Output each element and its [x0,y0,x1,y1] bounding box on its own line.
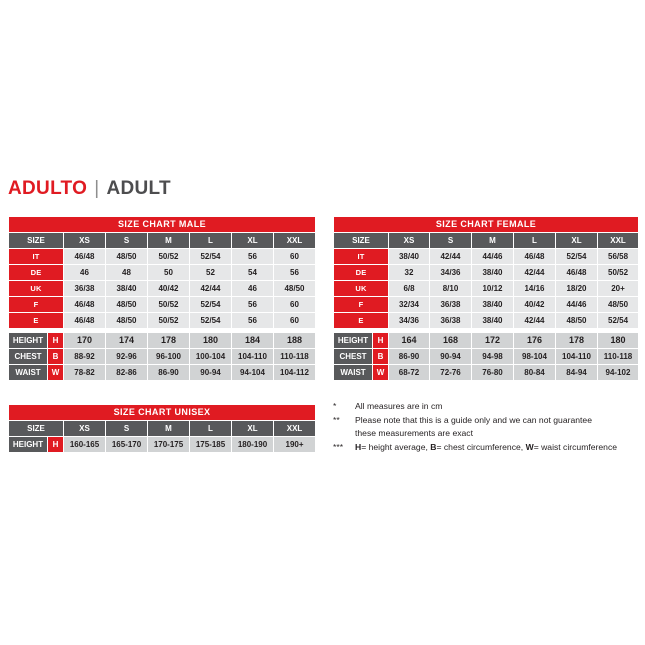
table-cell: 94-98 [472,349,514,365]
size-chart-unisex-block [8,404,316,453]
male-measure-code-w: W [48,365,64,381]
table-cell: 175-185 [190,437,232,453]
male-size-s: S [106,233,148,249]
table-row [334,349,639,365]
table-row [334,249,639,265]
table-row [9,249,316,265]
table-cell: 34/36 [389,313,430,329]
table-cell: 6/8 [389,281,430,297]
male-measure-label-waist: WAIST [9,365,48,381]
table-cell: 104-110 [232,349,274,365]
table-cell: 68-72 [389,365,430,381]
table-sizes-row [334,233,639,249]
size-chart-unisex-table [8,404,316,453]
table-cell: 56 [232,249,274,265]
table-cell: 188 [274,333,316,349]
table-cell: 160-165 [64,437,106,453]
table-cell: 170 [64,333,106,349]
table-row [9,333,316,349]
male-size-label: SIZE [9,233,64,249]
table-cell: 104-112 [274,365,316,381]
female-size-xs: XS [389,233,430,249]
male-row-label-de: DE [9,265,64,281]
table-cell: 42/44 [430,249,472,265]
female-chart-header: SIZE CHART FEMALE [334,217,639,233]
table-cell: 46/48 [514,249,556,265]
table-cell: 40/42 [148,281,190,297]
female-size-xxl: XXL [598,233,639,249]
table-cell: 44/46 [556,297,598,313]
note-mark: ** [333,414,340,425]
table-cell: 82-86 [106,365,148,381]
table-cell: 60 [274,297,316,313]
table-row [9,365,316,381]
size-chart-male-table [8,216,316,329]
female-size-s: S [430,233,472,249]
table-cell: 50 [148,265,190,281]
male-measure-code-b: B [48,349,64,365]
unisex-size-xxl: XXL [274,421,316,437]
table-cell: 46/48 [64,313,106,329]
female-row-label-e: E [334,313,389,329]
table-cell: 36/38 [430,313,472,329]
table-cell: 60 [274,313,316,329]
table-cell: 178 [556,333,598,349]
table-cell: 52/54 [556,249,598,265]
table-cell: 86-90 [148,365,190,381]
unisex-size-m: M [148,421,190,437]
table-cell: 52/54 [190,249,232,265]
table-cell: 46/48 [556,265,598,281]
table-cell: 84-94 [556,365,598,381]
table-cell: 56 [274,265,316,281]
unisex-size-l: L [190,421,232,437]
table-cell: 76-80 [472,365,514,381]
table-sizes-row [9,233,316,249]
table-row [334,333,639,349]
table-cell: 18/20 [556,281,598,297]
table-header-row [334,217,639,233]
female-measure-label-chest: CHEST [334,349,373,365]
note-item [333,441,643,455]
table-cell: 52/54 [598,313,639,329]
female-measure-code-h: H [373,333,389,349]
female-size-l: L [514,233,556,249]
table-cell: 52/54 [190,313,232,329]
table-cell: 46/48 [64,249,106,265]
female-size-xl: XL [556,233,598,249]
table-cell: 52 [190,265,232,281]
female-size-label: SIZE [334,233,389,249]
table-cell: 176 [514,333,556,349]
table-cell: 50/52 [148,313,190,329]
table-cell: 94-104 [232,365,274,381]
table-cell: 50/52 [148,297,190,313]
table-cell: 96-100 [148,349,190,365]
female-measure-code-b: B [373,349,389,365]
table-row [9,281,316,297]
female-measure-label-height: HEIGHT [334,333,373,349]
table-cell: 14/16 [514,281,556,297]
table-cell: 90-94 [190,365,232,381]
table-cell: 46/48 [64,297,106,313]
table-cell: 50/52 [598,265,639,281]
table-cell: 180 [598,333,639,349]
table-cell: 36/38 [430,297,472,313]
male-row-label-f: F [9,297,64,313]
table-cell: 172 [472,333,514,349]
note-mark: *** [333,441,344,452]
table-cell: 56 [232,297,274,313]
table-cell: 170-175 [148,437,190,453]
table-cell: 40/42 [514,297,556,313]
table-cell: 52/54 [190,297,232,313]
note-item [333,414,643,428]
female-row-label-uk: UK [334,281,389,297]
note-mark: * [333,401,337,411]
page-title [8,178,171,200]
size-chart-female-measures-table [333,332,639,381]
table-cell: 42/44 [190,281,232,297]
female-row-label-it: IT [334,249,389,265]
table-cell: 32 [389,265,430,281]
table-cell: 178 [148,333,190,349]
unisex-size-label: SIZE [9,421,64,437]
table-cell: 86-90 [389,349,430,365]
table-cell: 32/34 [389,297,430,313]
table-cell: 168 [430,333,472,349]
size-chart-female-block [333,216,639,381]
male-size-xl: XL [232,233,274,249]
table-cell: 38/40 [472,265,514,281]
table-row [9,313,316,329]
notes-block [333,400,643,454]
table-row [334,281,639,297]
page-title-secondary: ADULT [106,178,171,199]
table-cell: 38/40 [472,313,514,329]
female-measure-code-w: W [373,365,389,381]
male-size-xs: XS [64,233,106,249]
male-measure-label-height: HEIGHT [9,333,48,349]
male-measure-label-chest: CHEST [9,349,48,365]
table-cell: 54 [232,265,274,281]
table-cell: 8/10 [430,281,472,297]
male-row-label-uk: UK [9,281,64,297]
male-chart-header: SIZE CHART MALE [9,217,316,233]
note-text-legend: H= height average, B= chest circumference, W= waist circumference [355,441,618,452]
table-cell: 92-96 [106,349,148,365]
female-row-label-f: F [334,297,389,313]
table-cell: 88-92 [64,349,106,365]
table-cell: 110-118 [274,349,316,365]
unisex-measure-code-h: H [48,437,64,453]
table-cell: 72-76 [430,365,472,381]
table-cell: 44/46 [472,249,514,265]
table-cell: 60 [274,249,316,265]
unisex-measure-label-height: HEIGHT [9,437,48,453]
table-cell: 38/40 [106,281,148,297]
note-continuation: these measurements are exact [355,428,473,438]
table-row [9,349,316,365]
table-header-row [9,405,316,421]
table-cell: 36/38 [64,281,106,297]
table-cell: 20+ [598,281,639,297]
table-row [334,365,639,381]
table-cell: 90-94 [430,349,472,365]
table-cell: 180-190 [232,437,274,453]
note-text: All measures are in cm [355,401,443,411]
male-size-m: M [148,233,190,249]
male-measure-code-h: H [48,333,64,349]
table-cell: 184 [232,333,274,349]
table-cell: 38/40 [472,297,514,313]
unisex-size-xs: XS [64,421,106,437]
table-cell: 56/58 [598,249,639,265]
size-chart-female-table [333,216,639,329]
female-size-m: M [472,233,514,249]
table-cell: 10/12 [472,281,514,297]
table-cell: 46 [64,265,106,281]
table-cell: 50/52 [148,249,190,265]
table-cell: 100-104 [190,349,232,365]
table-cell: 48/50 [556,313,598,329]
table-row [9,297,316,313]
table-cell: 46 [232,281,274,297]
table-cell: 48/50 [106,313,148,329]
male-size-xxl: XXL [274,233,316,249]
table-cell: 164 [389,333,430,349]
table-row [9,265,316,281]
table-cell: 48/50 [106,249,148,265]
table-header-row [9,217,316,233]
note-item [333,400,643,414]
table-cell: 34/36 [430,265,472,281]
size-chart-male-block [8,216,316,381]
table-cell: 110-118 [598,349,639,365]
table-row [334,313,639,329]
table-row [9,437,316,453]
male-row-label-it: IT [9,249,64,265]
table-cell: 165-170 [106,437,148,453]
unisex-size-s: S [106,421,148,437]
table-cell: 48/50 [106,297,148,313]
table-cell: 180 [190,333,232,349]
table-cell: 78-82 [64,365,106,381]
page-title-primary: ADULTO [8,178,88,199]
table-cell: 38/40 [389,249,430,265]
female-measure-label-waist: WAIST [334,365,373,381]
table-cell: 48/50 [274,281,316,297]
table-cell: 80-84 [514,365,556,381]
table-cell: 94-102 [598,365,639,381]
table-cell: 190+ [274,437,316,453]
unisex-chart-header: SIZE CHART UNISEX [9,405,316,421]
table-cell: 104-110 [556,349,598,365]
male-size-l: L [190,233,232,249]
table-cell: 98-104 [514,349,556,365]
page-title-separator: | [94,178,100,199]
table-cell: 56 [232,313,274,329]
male-row-label-e: E [9,313,64,329]
table-cell: 48/50 [598,297,639,313]
unisex-size-xl: XL [232,421,274,437]
table-cell: 42/44 [514,313,556,329]
female-row-label-de: DE [334,265,389,281]
table-row [334,297,639,313]
table-cell: 42/44 [514,265,556,281]
table-sizes-row [9,421,316,437]
table-cell: 174 [106,333,148,349]
note-text: Please note that this is a guide only and we can not guarantee [355,414,592,425]
size-chart-male-measures-table [8,332,316,381]
table-cell: 48 [106,265,148,281]
table-row [334,265,639,281]
